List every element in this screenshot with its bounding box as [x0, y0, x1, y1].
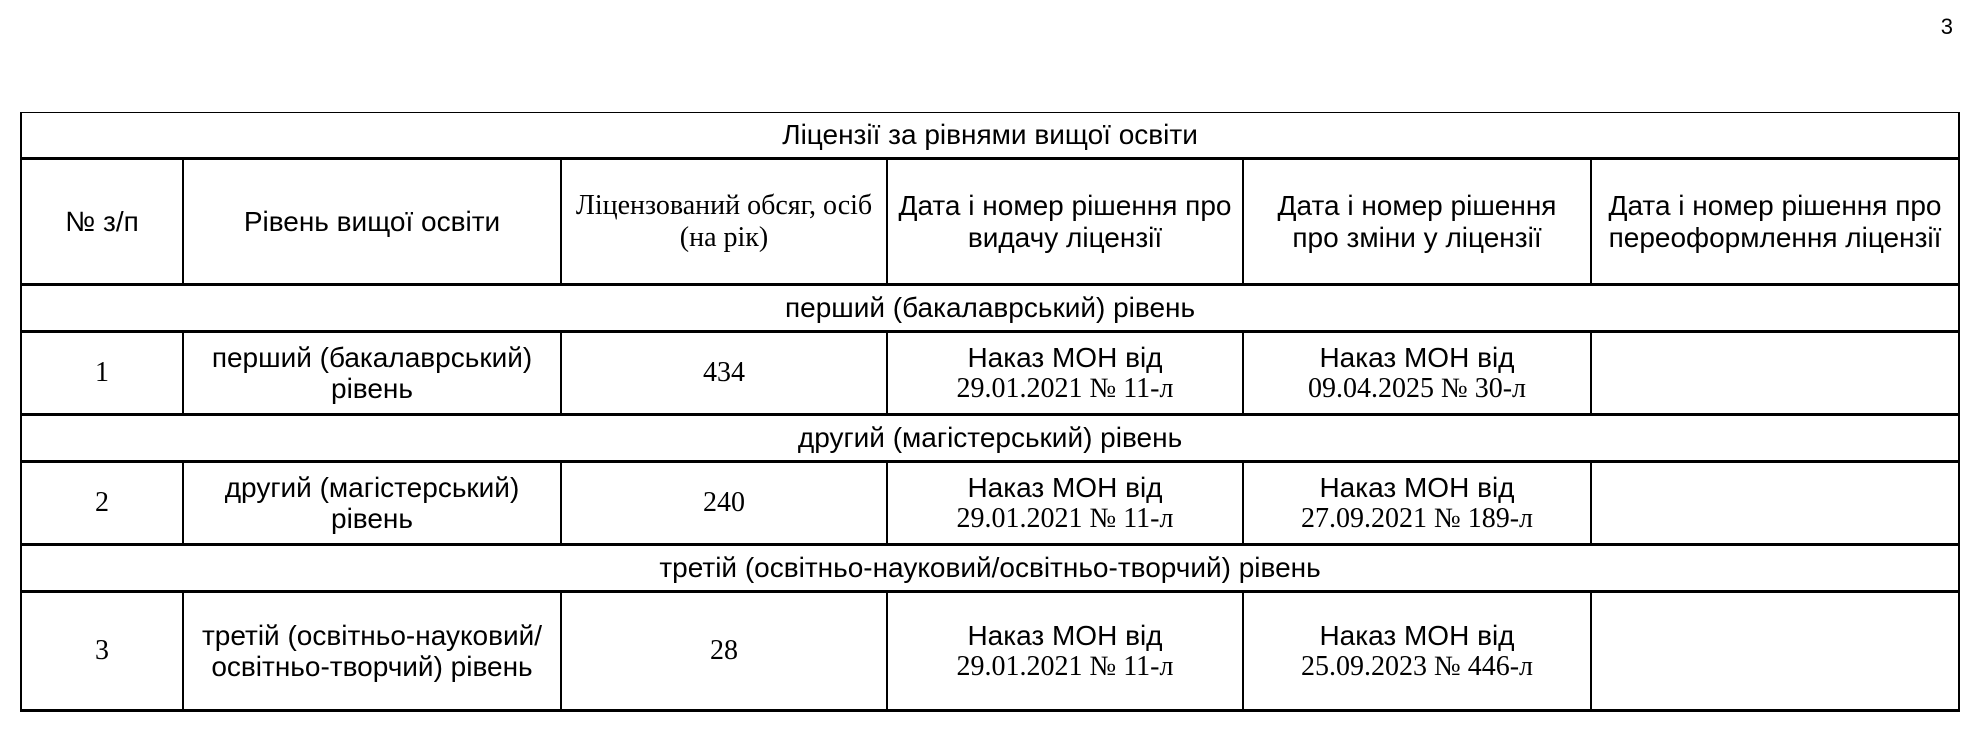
licenses-table — [20, 112, 1960, 712]
section-label-master: другий (магістерський) рівень — [21, 415, 1959, 462]
table-title-row — [21, 113, 1959, 159]
section-row — [21, 415, 1959, 462]
header-level: Рівень вищої освіти — [183, 159, 561, 285]
row-changes-decision — [1243, 592, 1591, 711]
order-detail: 29.01.2021 № 11-л — [956, 373, 1174, 404]
header-volume: Ліцензований обсяг, осіб (на рік) — [561, 159, 887, 285]
header-index: № з/п — [21, 159, 183, 285]
row-level: третій (освітньо-науковий/освітньо-творчий) рівень — [183, 592, 561, 711]
row-volume: 240 — [561, 462, 887, 545]
row-level: перший (бакалаврський) рівень — [183, 332, 561, 415]
row-issue-decision — [887, 592, 1243, 711]
row-index: 2 — [21, 462, 183, 545]
order-detail: 27.09.2021 № 189-л — [1300, 503, 1533, 534]
row-issue-decision — [887, 332, 1243, 415]
order-title: Наказ МОН від — [967, 619, 1163, 651]
section-label-bachelor: перший (бакалаврський) рівень — [21, 285, 1959, 332]
order-title: Наказ МОН від — [967, 471, 1163, 503]
row-level: другий (магістерський) рівень — [183, 462, 561, 545]
order-detail: 29.01.2021 № 11-л — [956, 651, 1174, 682]
table-header-row — [21, 159, 1959, 285]
table-row — [21, 462, 1959, 545]
order-title: Наказ МОН від — [1319, 471, 1515, 503]
row-reissue-decision — [1591, 332, 1959, 415]
header-issue-decision: Дата і номер рішення про видачу ліцензії — [887, 159, 1243, 285]
row-volume: 434 — [561, 332, 887, 415]
order-title: Наказ МОН від — [1319, 341, 1515, 373]
row-index: 1 — [21, 332, 183, 415]
header-reissue-decision: Дата і номер рішення про переоформлення ліцензії — [1591, 159, 1959, 285]
header-changes-decision: Дата і номер рішення про зміни у ліцензії — [1243, 159, 1591, 285]
order-detail: 29.01.2021 № 11-л — [956, 503, 1174, 534]
table-row — [21, 592, 1959, 711]
table-row — [21, 332, 1959, 415]
section-label-phd: третій (освітньо-науковий/освітньо-творчий) рівень — [21, 545, 1959, 592]
order-detail: 25.09.2023 № 446-л — [1300, 651, 1533, 682]
section-row — [21, 545, 1959, 592]
order-title: Наказ МОН від — [1319, 619, 1515, 651]
row-volume: 28 — [561, 592, 887, 711]
order-detail: 09.04.2025 № 30-л — [1307, 373, 1526, 404]
table-title: Ліцензії за рівнями вищої освіти — [21, 113, 1959, 159]
row-issue-decision — [887, 462, 1243, 545]
section-row — [21, 285, 1959, 332]
row-changes-decision — [1243, 332, 1591, 415]
row-changes-decision — [1243, 462, 1591, 545]
page-number: 3 — [1940, 14, 1953, 39]
row-reissue-decision — [1591, 592, 1959, 711]
row-reissue-decision — [1591, 462, 1959, 545]
row-index: 3 — [21, 592, 183, 711]
order-title: Наказ МОН від — [967, 341, 1163, 373]
